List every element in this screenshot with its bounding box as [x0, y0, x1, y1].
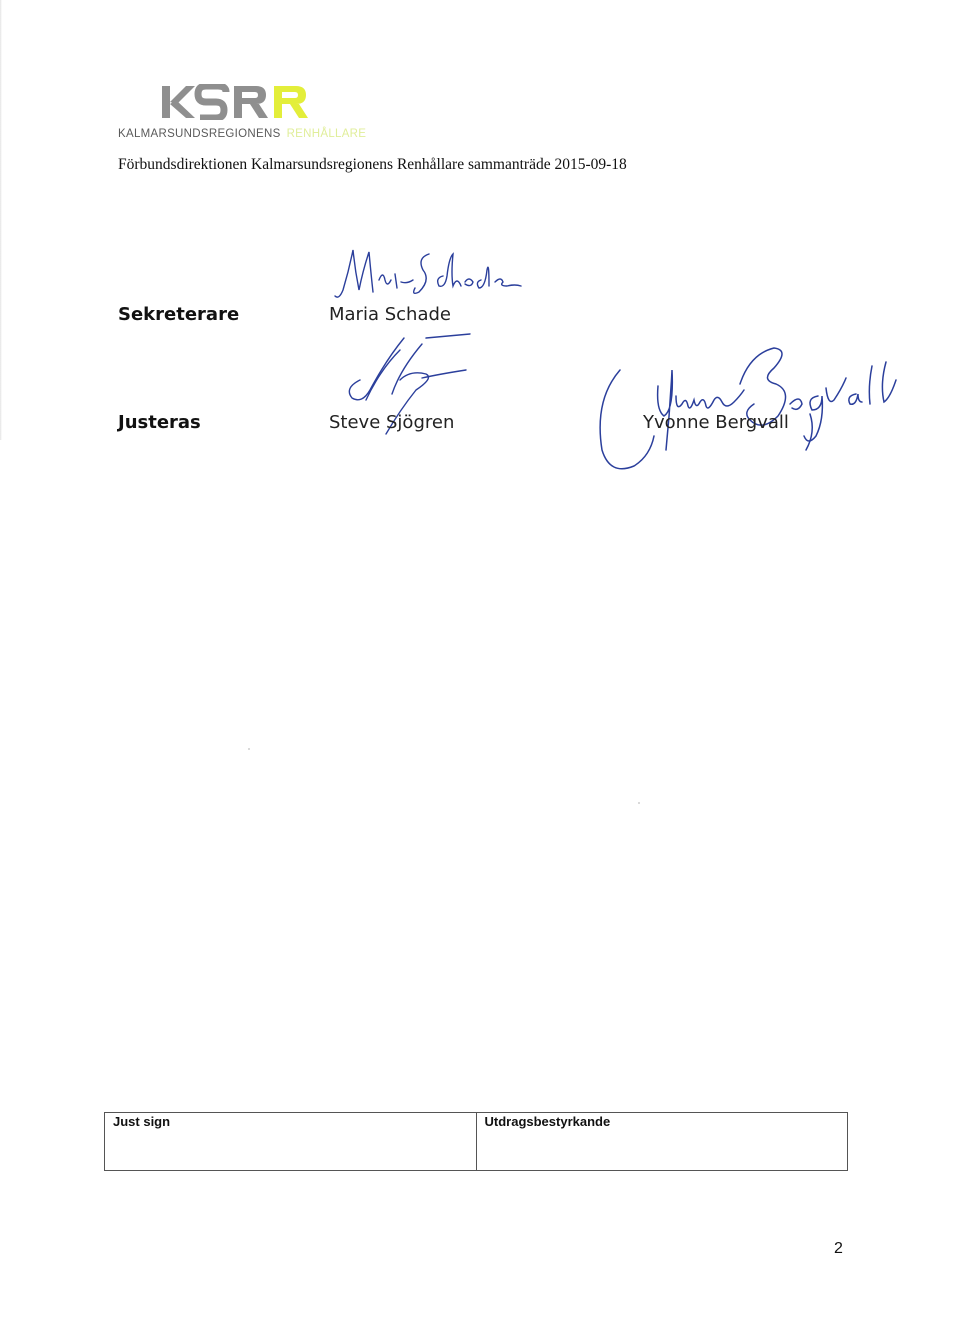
- name-maria-schade: Maria Schade: [329, 304, 451, 325]
- page-number: 2: [834, 1240, 843, 1257]
- signature-yvonne-bergvall: [590, 340, 920, 480]
- scan-speck: [638, 802, 640, 804]
- scan-speck: [248, 748, 250, 750]
- role-label-adjusters: Justeras: [118, 412, 201, 433]
- document-heading: Förbundsdirektionen Kalmarsundsregionens Renhållare sammanträde 2015-09-18: [118, 156, 627, 173]
- extract-certification-cell[interactable]: [476, 1113, 848, 1170]
- just-sign-label: Just sign: [113, 1114, 171, 1129]
- signature-stamp-box: [104, 1112, 848, 1171]
- just-sign-cell[interactable]: [105, 1113, 476, 1170]
- logo-tagline-accent: RENHÅLLARE: [286, 128, 367, 140]
- name-yvonne-bergvall: Yvonne Bergvall: [643, 412, 789, 433]
- name-steve-sjogren: Steve Sjögren: [329, 412, 455, 433]
- page-edge-shadow: [0, 0, 2, 440]
- logo-mark: [162, 84, 322, 120]
- role-label-secretary: Sekreterare: [118, 304, 240, 325]
- logo-tagline: [118, 128, 366, 140]
- extract-certification-label: Utdragsbestyrkande: [484, 1114, 611, 1129]
- signature-maria-schade: [325, 240, 525, 310]
- ksrr-logo: [118, 84, 378, 144]
- logo-tagline-main: KALMARSUNDSREGIONENS: [118, 128, 281, 140]
